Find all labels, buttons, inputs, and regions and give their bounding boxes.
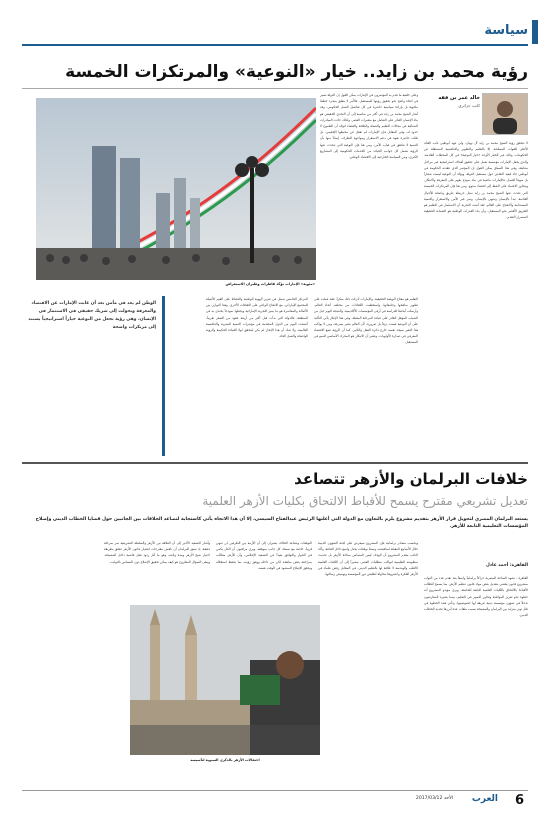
article-divider	[22, 462, 528, 464]
article2-headline: خلافات البرلمان والأزهر تتصاعد	[294, 470, 528, 488]
article2-lead: يستعد البرلمان المصري لتحويل قرار الأزهر بتقديم مشروع يلزم بالتعاون مع الدولة التي أعلنها الرئيس عبدالفتاح السيسي، إلا أن هذا الاتجاه يأتي كاستجابة لتصاعد الخلافات بين الجانبين حول قضايا الخطاب الديني وإصلاح المؤسسات التعليمية التابعة للأزهر.	[35, 517, 528, 529]
photo2-caption: احتفالات الأزهر بالذكرى السنوية لتأسيسه	[190, 758, 260, 762]
article2-subhead: تعديل تشريعي مقترح يسمح للأقباط الالتحاق بكليات الأزهر العلمية	[202, 494, 528, 508]
author-photo	[482, 93, 528, 135]
section-header	[22, 22, 528, 46]
page-footer	[22, 790, 528, 809]
photo-caption: «مئوية» الإمارات تؤكد قاطرات وطيران الاستعراض	[225, 282, 315, 286]
pull-quote-text: الوطن لم يعد في مأمن بعد أن غابت الإمارات عن الاقتصاد والمعرفة وتحولت إلى شريك حقيقي في الاستثمار في الإنسان، وهي رؤية تجعل من النوعية خياراً استراتيجياً يستند إلى مرتكزات واضحة	[28, 301, 156, 330]
article1-headline: رؤية محمد بن زايد.. خيار «النوعية» والمرتكزات الخمسة	[65, 62, 528, 82]
section-label: سياسة	[484, 23, 528, 38]
article1-col2: وعلى خلفية ما قدم به المؤتمرون في الإمارات يمكن القول إن الدولة تسير في اتجاه واضح نحو تحقيق رؤيتها للمستقبل. فالأمر لا يتعلق بمجرد خطط مكتوبة بل بإرادة سياسية حاضرة في كل تفاصيل العمل الحكومي. وقد أشار الشيخ محمد بن زايد في أكثر من مناسبة إلى أن التحدي الحقيقي هو بناء الإنسان القادر على التعامل مع متغيرات العصر. ولذلك جاءت المبادرات المتتالية في مجالات التعليم والصحة والطاقة والفضاء لتؤكد أن الطموح لا حدود له. وفي المقابل فإن الإمارات لم تغفل عن محيطها الإقليمي، بل ظلت حاضرة بقوة في دعم الاستقرار ومواجهة التطرف، إيماناً منها بأن التنمية لا تتحقق في غياب الأمن. ومن هنا فإن النوعية التي تتحدث عنها الرؤية تشمل كل جوانب الحياة، من الخدمات الحكومية إلى المشاريع الكبرى، ومن السياسة الخارجية إلى الاقتصاد الوطني.	[320, 93, 418, 160]
divider	[22, 88, 528, 89]
page-number: 6	[514, 793, 524, 808]
skyline-photo	[36, 98, 316, 280]
article2-col3: التوقعات وتصاعد الخلاف يشيران إلى أن الأزمة بين الطرفين لن تنتهي قريباً، خاصة مع تمسك كل جانب بموقفه. ويرى مراقبون أن الحل يكمن في الحوار والتوافق بعيداً عن التصعيد الإعلامي، وأن الأزهر مطالب بمراجعة بعض مناهجه لكن من داخله ووفق رؤيته، بما يحفظ استقلاله ويحقق الإصلاح المنشود في الوقت نفسه.	[216, 541, 312, 570]
issue-date: الأحد 2017/03/12	[415, 796, 453, 801]
article2-author: القاهرة: أحمد عادل	[485, 563, 528, 568]
article2-col4: وأشار التصعيد الأخير إلى أن العلاقة بين الأزهر والسلطة التشريعية تمر بمرحلة دقيقة، إذ سبق للبرلمان أن ناقش مقترحات لتعديل قانون الأزهر تتعلق بطريقة اختيار شيخ الأزهر ومدة ولايته، وهو ما أثار ردود فعل غاضبة داخل المشيخة. ويبقى السؤال المطروح هو كيف يمكن تحقيق الإصلاح دون المساس بالثوابت.	[104, 541, 210, 564]
author-name: خالد عمر بن ققه	[438, 95, 480, 101]
article2-col2: وبحسب مصادر برلمانية فإن المشروع سيعرض على لجنة الشؤون الدينية خلال الأسابيع المقبلة لمناقشته، وسط توقعات بجدل واسع داخل القاعة. وأكد النائب مقدم المشروع أن الهدف ليس المساس بمكانة الأزهر بل تحديث منظومته التعليمية لتواكب متطلبات العصر، مشيراً إلى أن الكليات العلمية كالطب والهندسة لا علاقة لها بالتعليم الديني. في المقابل رفض علماء في الأزهر الفكرة واعتبروها محاولة لتقليص دور المؤسسة وتهميش رسالتها.	[318, 541, 418, 577]
newspaper-logo: العرب	[471, 794, 498, 804]
mosque-photo	[130, 605, 320, 755]
article1-col1: لا تتحقق رؤية الشيخ محمد بن زايد آل نهيان، ولي عهد أبوظبي نائب القائد الأعلى للقوات المسلحة، إلا بالتعليم والتطوير والتنافسية المستقلة عن الحكومات، وذلك عبر الخيار الأوحد «خيار النوعية» في كل المحطات القادمة، والذي يجعل الإمارات مؤسسة تعمل على تحقيق أهداف استراتيجية عبر مراحل متتابعة. وفي هذا السياق يمكن القول إن المؤتمر الذي عقدته الحكومة في أبوظبي جاء ليعيد النقاش حول مستقبل الدولة، ويؤكد أن النوعية ليست شعاراً بل منهجاً للعمل. فالإمارات ماضية في بناء نموذج يقوم على المعرفة والابتكار، ويتجاوز الاعتماد على النفط إلى اقتصاد متنوع. ومن هنا فإن المرتكزات الخمسة التي تحدث عنها الشيخ محمد بن زايد تمثل خريطة طريق واضحة للأجيال القادمة، تبدأ بالإنسان وتنتهي بالإنسان، وتمر عبر الأمن والاستقرار والتنمية المستدامة والانفتاح على العالم. لقد أثبتت التجربة أن الاستثمار في التعليم هو الطريق الأقصر نحو المستقبل، وأن بناء القدرات الوطنية هو الضمانة الحقيقية لاستمرار التقدم.	[424, 141, 528, 220]
article1-col3: التعليم هو مفتاح النهضة الحقيقية، والإمارات أدركت ذلك مبكراً. فقد عملت على تطوير مناهجها وجامعاتها، واستقطبت الكفاءات من مختلف أنحاء العالم، وأرسلت أبناءها للدراسة في أرقى المؤسسات الأكاديمية. والنتيجة اليوم جيل من الشباب المؤهل القادر على قيادة المرحلة المقبلة. وفي هذا الإطار يأتي التأكيد على أن النوعية ليست ترفاً بل ضرورة، لأن العالم يتغير بسرعة، ومن لا يواكب هذا التغير سيجد نفسه خارج دائرة الفعل والتأثير. كما أن الرؤية تضع الاقتصاد المعرفي في صدارة الأولويات، وتعتبر أن الابتكار هو المحرك الأساسي للنمو في المستقبل.	[314, 297, 418, 345]
skyline-image	[36, 98, 316, 280]
author-role: كاتب جزائري	[458, 103, 480, 108]
mosque-image	[130, 605, 320, 755]
author-avatar-icon	[483, 94, 527, 134]
article1-col4: المرتكز الخامس يتمثل في تعزيز الهوية الوطنية والحفاظ على القيم الأصيلة للمجتمع الإماراتي، مع الانفتاح الواعي على الثقافات الأخرى. وهذا التوازن بين الأصالة والمعاصرة هو ما يميز التجربة الإماراتية ويجعلها نموذجاً يحتذى به في المنطقة. فالدولة التي بدأت قبل أكثر من أربعة عقود من الصفر تقريباً، أصبحت اليوم من الدول المتقدمة في مؤشرات التنمية البشرية والتنافسية العالمية. ولا شك أن هذا الإنجاز لم يكن ليتحقق لولا القيادة الحكيمة والرؤية الواضحة والعمل الجاد.	[206, 297, 308, 339]
section-marker	[532, 20, 538, 44]
article2-col1: القاهرة - تشهد الساحة المصرية حراكاً برلمانياً واسعاً بعد تقدم عدد من النواب بمشروع قانون يقضي بتعديل بعض مواد قانون تنظيم الأزهر، بما يسمح للطلاب الأقباط بالالتحاق بالكليات العلمية التابعة للجامعة. ويرى مؤيدو المشروع أنه خطوة نحو تعزيز المواطنة وتجاوز التمييز في التعليم، بينما يعتبره المعارضون تدخلاً في شؤون مؤسسة دينية عريقة لها خصوصيتها. وتأتي هذه الخطوة في ظل توتر متزايد بين البرلمان والمشيخة بسبب ملفات عدة أبرزها تجديد الخطاب الديني.	[424, 576, 528, 618]
pull-quote	[22, 296, 165, 456]
